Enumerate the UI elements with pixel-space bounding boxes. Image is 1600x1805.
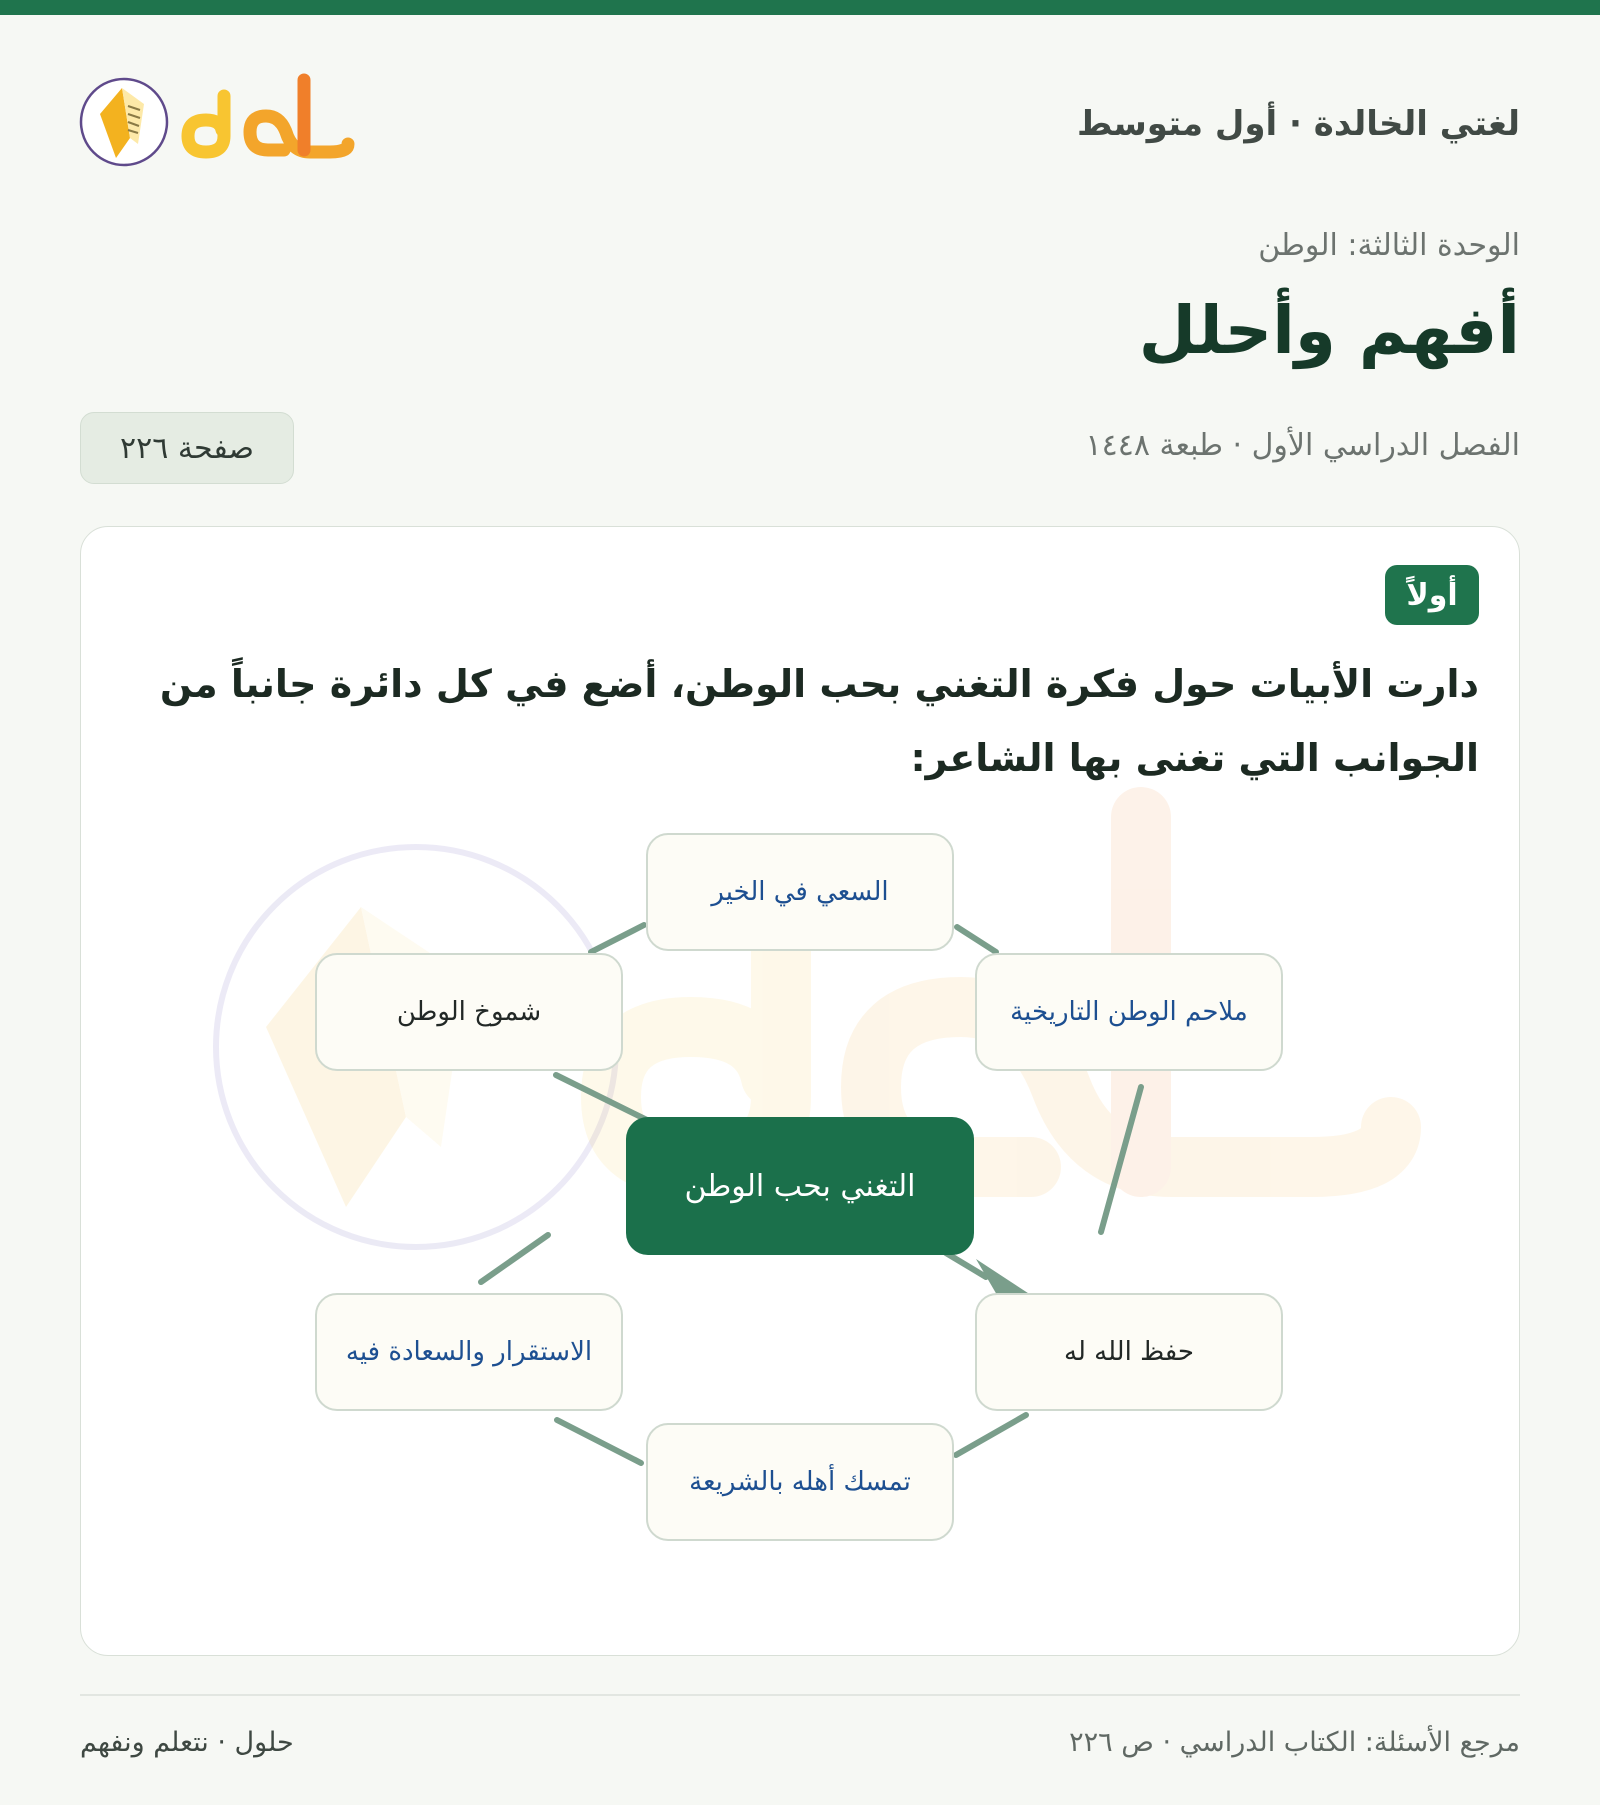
diagram-node-upper-right[interactable]: ملاحم الوطن التاريخية <box>975 953 1283 1071</box>
connector-lower-left <box>481 1235 548 1282</box>
unit-label: الوحدة الثالثة: الوطن <box>1258 228 1520 263</box>
header-title: لغتي الخالدة · أول متوسط <box>1076 104 1520 144</box>
diagram-node-bottom[interactable]: تمسك أهله بالشريعة <box>646 1423 954 1541</box>
page-badge: صفحة ٢٢٦ <box>80 412 294 484</box>
connector-upper-right <box>1101 1087 1141 1232</box>
diagram-node-lower-left[interactable]: الاستقرار والسعادة فيه <box>315 1293 623 1411</box>
footer-reference: مرجع الأسئلة: الكتاب الدراسي · ص ٢٢٦ <box>1069 1727 1520 1758</box>
book-pencil-icon <box>81 79 167 165</box>
diagram-node-top[interactable]: السعي في الخير <box>646 833 954 951</box>
connector-bottom-left <box>557 1420 641 1463</box>
footer-divider <box>80 1694 1520 1696</box>
connector-top-right <box>957 927 996 952</box>
hulul-logo[interactable] <box>78 66 358 178</box>
page-title: أفهم وأحلل <box>1138 292 1520 369</box>
connector-top-left <box>591 925 644 952</box>
diagram-node-lower-right[interactable]: حفظ الله له <box>975 1293 1283 1411</box>
term-label: الفصل الدراسي الأول · طبعة ١٤٤٨ <box>1085 428 1520 463</box>
exercise-card <box>80 526 1520 1656</box>
connector-bottom-right <box>956 1415 1026 1455</box>
diagram-center-node: التغني بحب الوطن <box>626 1117 974 1255</box>
question-text: دارت الأبيات حول فكرة التغني بحب الوطن، أضع في كل دائرة جانباً من الجوانب التي تغنى بها الشاعر: <box>159 662 1479 780</box>
top-accent-strip <box>0 0 1600 15</box>
diagram-node-upper-left[interactable]: شموخ الوطن <box>315 953 623 1071</box>
section-chip: أولاً <box>1385 565 1479 625</box>
footer-brand: حلول · نتعلم ونفهم <box>80 1727 294 1758</box>
connector-upper-left <box>556 1075 651 1122</box>
